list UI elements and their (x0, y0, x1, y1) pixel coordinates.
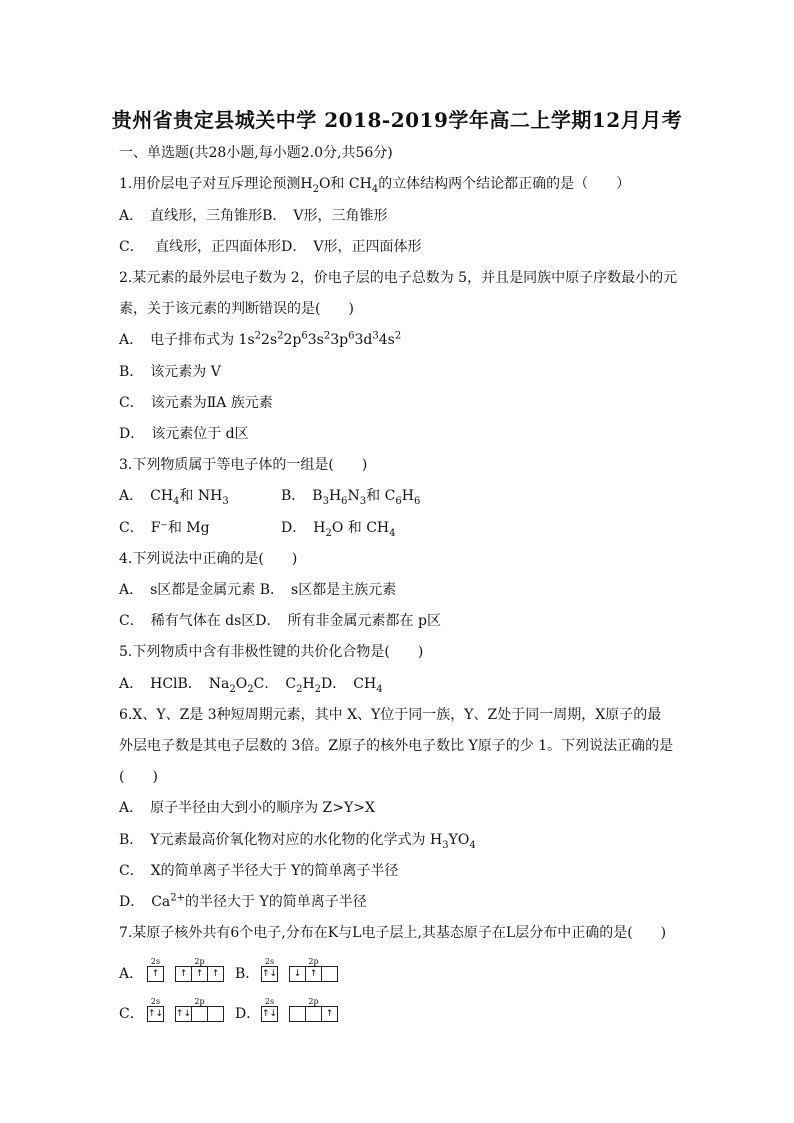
orbital-box (321, 966, 338, 982)
question-4-options-cd: C． 稀有气体在 ds区D． 所有非金属元素都在 p区 (119, 613, 441, 629)
option-c-2s-orbital: 2s ↑↓ (147, 997, 164, 1022)
question-6-option-c: C． X的简单离子半径大于 Y的简单离子半径 (119, 863, 399, 879)
document-title: 贵州省贵定县城关中学 2018-2019学年高二上学期12月月考 (111, 108, 683, 132)
question-7-stem: 7.某原子核外共有6个电子,分布在K与L电子层上,其基态原子在L层分布中正确的是( ) (119, 925, 667, 941)
option-c-2p-orbital: 2p ↑↓ (175, 997, 224, 1022)
question-4-options-ab: A． s区都是金属元素 B． s区都是主族元素 (119, 582, 397, 598)
question-7-options-ab (119, 957, 439, 987)
question-3-option-a: A． $CH_4$和 $NH_3$ (119, 488, 229, 507)
orbital-box: ↑ (175, 966, 192, 982)
question-6-option-a: A． 原子半径由大到小的顺序为 Z>Y>X (119, 800, 375, 816)
question-3-options-cd (119, 518, 679, 538)
question-7-option-b-label: B． (235, 966, 260, 982)
question-1-stem: 1.用价层电子对互斥理论预测$H_2O$和 $CH_4$的立体结构两个结论都正确的是（ ） (119, 176, 631, 195)
orbital-box: ↓ (289, 966, 306, 982)
option-d-2p-orbital: 2p ↑ (289, 997, 338, 1022)
question-6-stem-line2: 外层电子数是其电子层数的 3倍。Z原子的核外电子数比 Y原子的少 1。下列说法正确的是 (119, 738, 674, 754)
orbital-box: ↑↓ (175, 1006, 192, 1022)
question-7-option-c-label: C． (119, 1006, 144, 1022)
question-3-stem: 3.下列物质属于等电子体的一组是( ) (119, 457, 368, 473)
question-6-option-d: D． $Ca^{2+}$的半径大于 Y的简单离子半径 (119, 892, 367, 910)
question-7-option-d-label: D． (235, 1006, 261, 1022)
orbital-box: ↑ (305, 966, 322, 982)
orbital-box (289, 1006, 306, 1022)
question-2-stem-line1: 2.某元素的最外层电子数为 2，价电子层的电子总数为 5，并且是同族中原子序数最小的元 (119, 270, 678, 286)
orbital-box: ↑↓ (261, 1006, 278, 1022)
question-3-option-b: B． $B_3H_6N_3$和 $C_6H_6$ (281, 488, 421, 507)
option-b-2s-orbital: 2s ↑↓ (261, 957, 278, 982)
question-6-option-b: B． Y元素最高价氧化物对应的水化物的化学式为 $H_3YO_4$ (119, 832, 476, 851)
question-1-options-ab: A． 直线形，三角锥形B． V形，三角锥形 (119, 208, 388, 224)
orbital-box: ↑↓ (147, 1006, 164, 1022)
question-6-stem-line1: 6.X、Y、Z是 3种短周期元素，其中 X、Y位于同一族，Y、Z处于同一周期，X原子的最 (119, 707, 662, 723)
question-5-stem: 5.下列物质中含有非极性键的共价化合物是( ) (119, 644, 424, 660)
question-2-stem-line2: 素，关于该元素的判断错误的是( ) (119, 301, 354, 317)
option-a-2p-orbital: 2p ↑ ↑ ↑ (175, 957, 224, 982)
orbital-box: ↑↓ (261, 966, 278, 982)
question-3-option-d: D． $H_2O$ 和 $CH_4$ (281, 520, 396, 539)
option-a-2s-orbital: 2s ↑ (147, 957, 164, 982)
question-2-option-a: A． 电子排布式为 $1s^22s^22p^63s^23p^63d^34s^2$ (119, 330, 402, 348)
orbital-box: ↑ (191, 966, 208, 982)
question-1-options-cd: C． 直线形，正四面体形D． V形，正四面体形 (119, 239, 422, 255)
orbital-box: ↑ (321, 1006, 338, 1022)
question-4-stem: 4.下列说法中正确的是( ) (119, 551, 298, 567)
orbital-box: ↑ (207, 966, 224, 982)
question-2-option-c: C． 该元素为ⅡA 族元素 (119, 395, 273, 411)
orbital-box (191, 1006, 208, 1022)
question-2-option-d: D． 该元素位于 d区 (119, 426, 249, 442)
orbital-box (305, 1006, 322, 1022)
option-b-2p-orbital: 2p ↓ ↑ (289, 957, 338, 982)
question-3-options-ab (119, 486, 679, 506)
orbital-box: ↑ (147, 966, 164, 982)
option-d-2s-orbital: 2s ↑↓ (261, 997, 278, 1022)
question-2-option-b: B． 该元素为 V (119, 364, 221, 380)
section-heading: 一、单选题(共28小题,每小题2.0分,共56分) (119, 145, 393, 161)
question-7-options-cd (119, 997, 439, 1027)
question-3-option-c: C． F⁻和 Mg (119, 520, 210, 536)
question-5-options: A． HClB． $Na_2O_2C$． $C_2H_2D$． $CH_4$ (119, 676, 383, 695)
question-6-stem-line3: ( ) (119, 769, 158, 785)
orbital-box (207, 1006, 224, 1022)
question-7-option-a-label: A． (119, 966, 144, 982)
